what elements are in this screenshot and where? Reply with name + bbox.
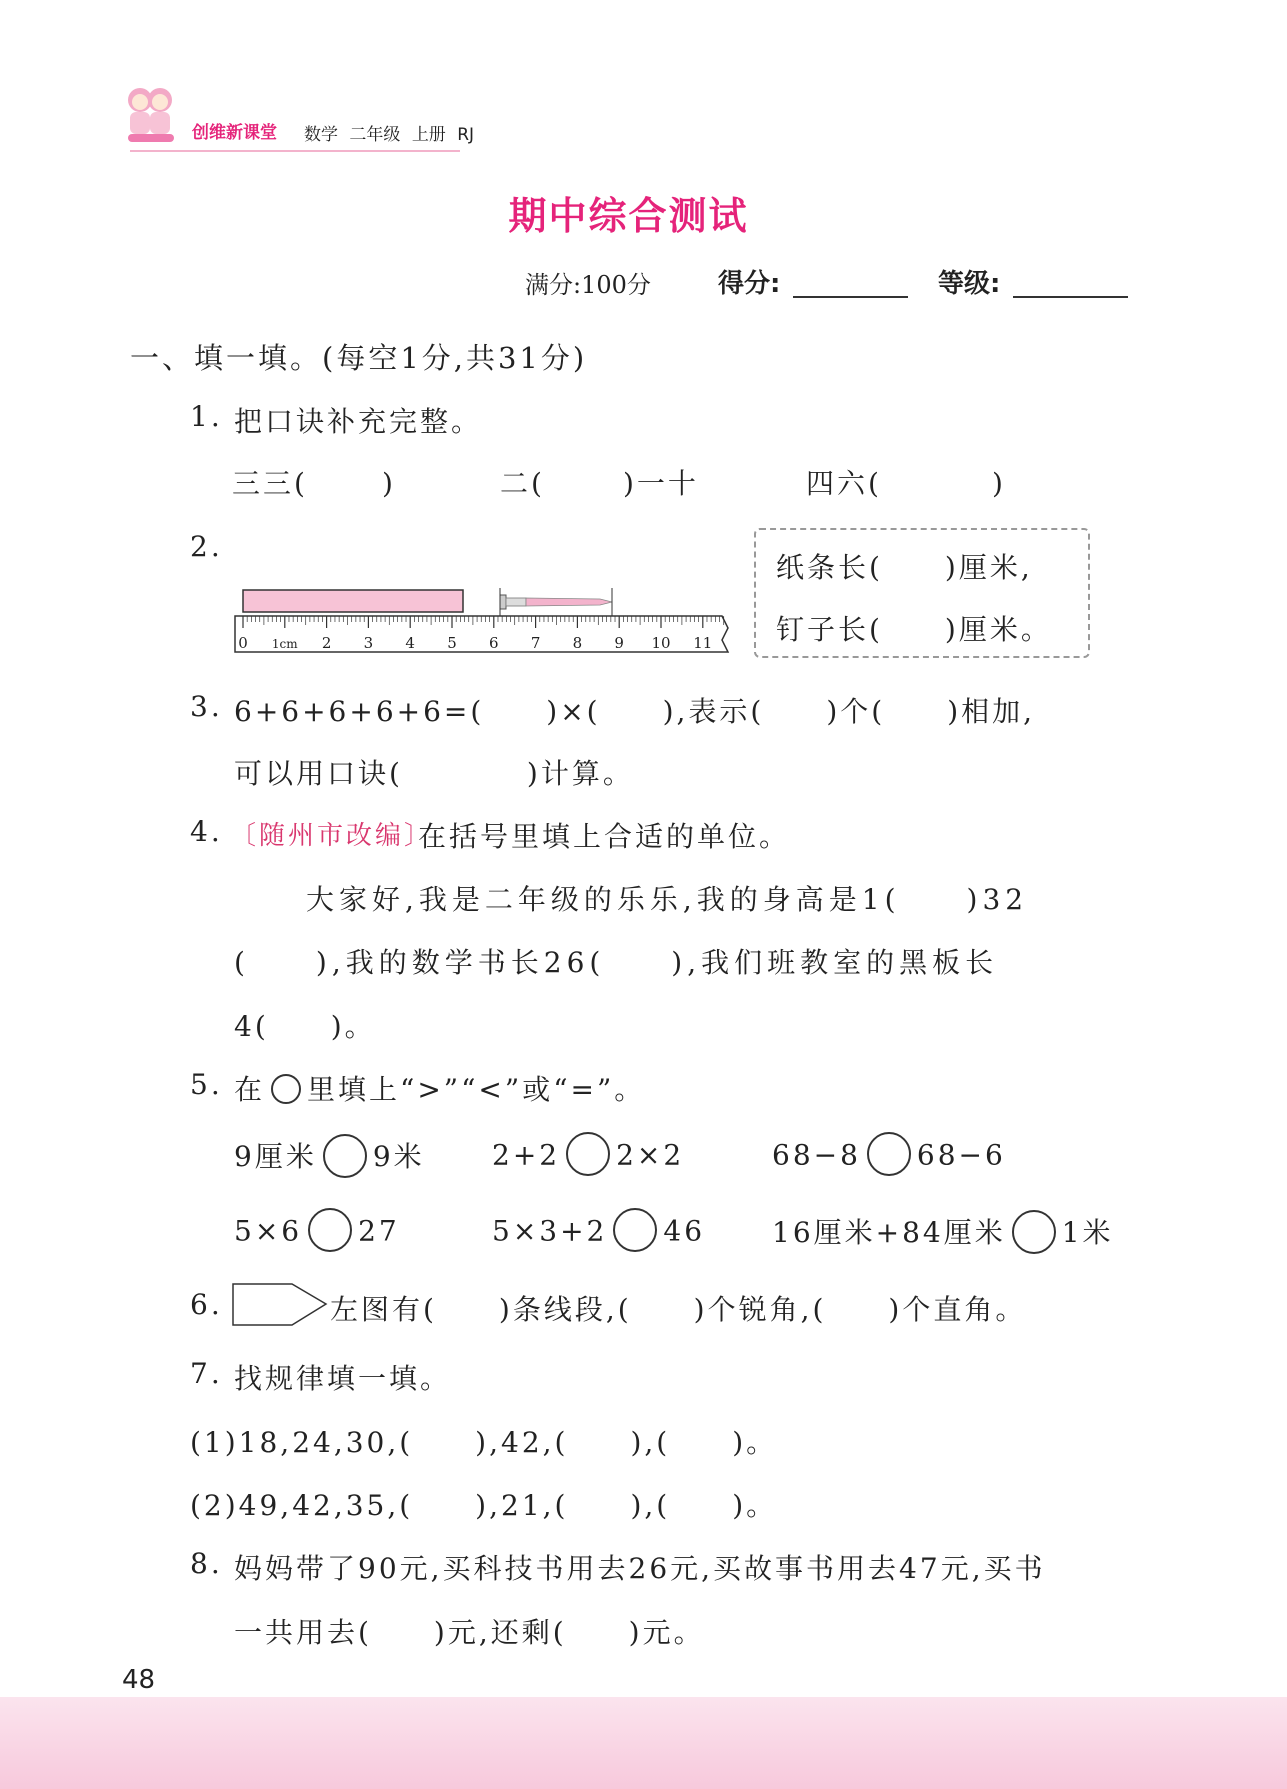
compare-right: 68−6 [916, 1138, 1006, 1172]
q1-c-text: 四六( [806, 467, 882, 500]
compare-right: 46 [663, 1214, 706, 1248]
ruler-label: 6 [489, 634, 499, 652]
nail-icon [500, 595, 612, 609]
ruler-label: 10 [651, 634, 671, 652]
q8-line1: 妈妈带了90元,买科技书用去26元,买故事书用去47元,买书 [234, 1552, 1046, 1585]
paper-length-line: 纸条长( )厘米, [776, 551, 1033, 584]
section-heading: 一、填一填。(每空1分,共31分) [130, 341, 588, 375]
compare-left: 2+2 [492, 1138, 561, 1172]
compare-circle[interactable] [308, 1208, 352, 1252]
compare-left: 5×3+2 [492, 1214, 608, 1248]
compare-circle[interactable] [867, 1132, 911, 1176]
q3-number: 3. [190, 690, 223, 723]
q6-text: 左图有( )条线段,( )个锐角,( )个直角。 [330, 1293, 1027, 1326]
edition: RJ [457, 125, 475, 145]
q1-b-end: )一十 [622, 467, 699, 500]
q5-compare-1-2 [492, 1135, 684, 1179]
ruler-label: 1cm [271, 637, 298, 651]
paper-strip [243, 590, 463, 612]
q5-number: 5. [190, 1068, 223, 1101]
q1-c-end: ) [991, 467, 1006, 500]
q5-compare-2-2 [492, 1211, 705, 1255]
q2-number: 2. [190, 530, 223, 563]
ruler-label: 4 [405, 634, 415, 652]
compare-right: 2×2 [616, 1138, 685, 1172]
level-label: 等级: [938, 269, 1001, 299]
header-underline [130, 150, 460, 152]
bottom-decorative-band [0, 1697, 1287, 1789]
q4-number: 4. [190, 815, 223, 848]
ruler-label: 2 [321, 634, 332, 652]
q8-number: 8. [190, 1547, 223, 1580]
q6-number: 6. [190, 1288, 223, 1321]
q1-item-c [806, 462, 1006, 502]
ruler-label: 3 [363, 634, 374, 652]
subject: 数学 [304, 125, 338, 145]
q4-line1: 大家好,我是二年级的乐乐,我的身高是1( )32 [306, 883, 1029, 916]
compare-left: 5×6 [234, 1214, 303, 1248]
ruler-label: 0 [238, 634, 248, 652]
q4-line3: 4( )。 [234, 1010, 376, 1043]
grade: 二年级 [349, 125, 401, 145]
page-number: 48 [122, 1665, 156, 1695]
q5-compare-2-3 [772, 1211, 1114, 1257]
kids-logo-icon [120, 78, 180, 156]
q4-line2: ( ),我的数学书长26( ),我们班教室的黑板长 [234, 946, 999, 979]
q7-sequence-2: (2)49,42,35,( ),21,( ),( )。 [190, 1489, 778, 1522]
compare-left: 16厘米+84厘米 [772, 1216, 1006, 1249]
page-title: 期中综合测试 [508, 194, 749, 238]
ruler-label: 5 [447, 634, 457, 652]
q5-compare-2-1 [234, 1211, 400, 1255]
q1-item-b [500, 462, 699, 502]
level-blank[interactable] [1013, 296, 1128, 298]
q4-source-tag: 〔随州市改编〕 [230, 821, 434, 851]
compare-circle[interactable] [566, 1132, 610, 1176]
q7-text: 找规律填一填。 [234, 1362, 452, 1395]
circle-symbol-icon [271, 1074, 301, 1104]
q3-line1: 6+6+6+6+6=( )×( ),表示( )个( )相加, [234, 695, 1036, 728]
compare-left: 9厘米 [234, 1140, 317, 1173]
ruler-label: 8 [572, 634, 583, 652]
brand-name: 创维新课堂 [192, 123, 277, 143]
q5-text-pre: 在 [234, 1073, 266, 1106]
ruler-figure [230, 578, 740, 658]
q3-line2: 可以用口诀( )计算。 [234, 757, 634, 790]
ruler-label: 9 [614, 634, 624, 652]
q5-compare-1-1 [234, 1135, 425, 1181]
q7-sequence-1: (1)18,24,30,( ),42,( ),( )。 [190, 1426, 778, 1459]
ruler-label: 11 [693, 634, 713, 652]
nail-length-line: 钉子长( )厘米。 [776, 613, 1052, 646]
pentagon-shape-icon [230, 1280, 330, 1330]
q7-number: 7. [190, 1357, 223, 1390]
q1-number: 1. [190, 400, 223, 433]
q1-a-text: 三三( [232, 467, 308, 500]
compare-right: 27 [358, 1214, 400, 1248]
compare-left: 68−8 [772, 1138, 861, 1172]
compare-right: 1米 [1061, 1216, 1114, 1249]
q1-item-a [232, 462, 396, 502]
compare-right: 9米 [372, 1140, 425, 1173]
book-info [304, 120, 474, 145]
score-label: 得分: [718, 269, 781, 299]
q5-text-post: 里填上“>”“<”或“=”。 [307, 1073, 646, 1106]
q5-instruction [234, 1068, 645, 1108]
compare-circle[interactable] [323, 1134, 367, 1178]
q1-text: 把口诀补充完整。 [234, 405, 483, 438]
compare-circle[interactable] [613, 1208, 657, 1252]
q4-text: 在括号里填上合适的单位。 [418, 820, 791, 853]
full-score: 满分:100分 [525, 271, 651, 299]
score-blank[interactable] [793, 296, 908, 298]
ruler-label: 7 [530, 634, 541, 652]
q5-compare-1-3 [772, 1135, 1006, 1179]
compare-circle[interactable] [1012, 1210, 1056, 1254]
q1-b-text: 二( [500, 467, 545, 500]
volume: 上册 [411, 125, 446, 145]
q1-a-end: ) [381, 467, 396, 500]
q8-line2: 一共用去( )元,还剩( )元。 [234, 1616, 705, 1649]
